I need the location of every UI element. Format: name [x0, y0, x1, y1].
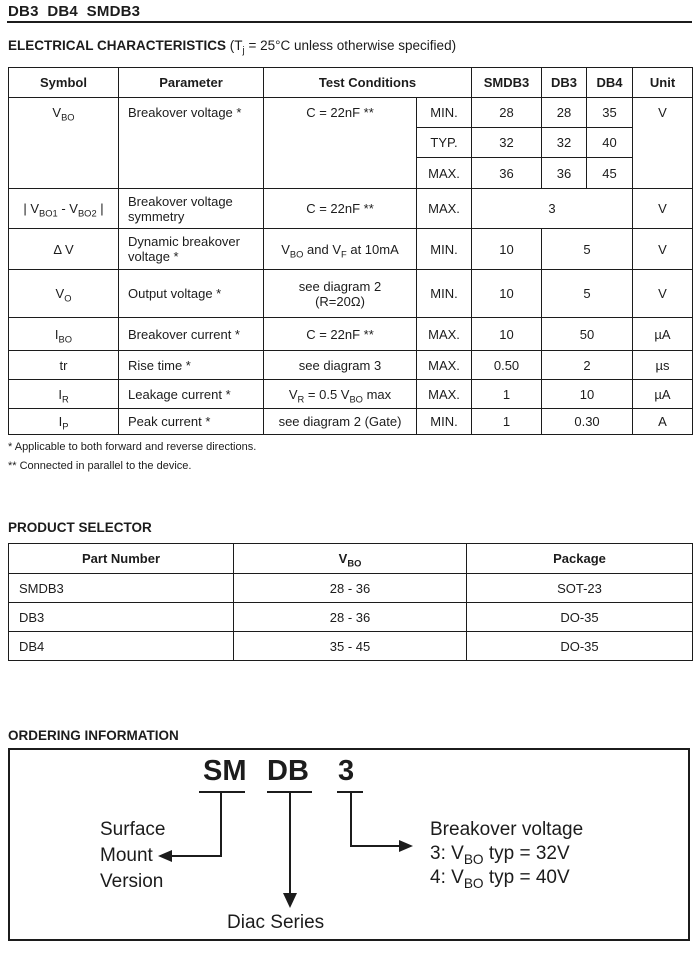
table-row-db3: [9, 603, 693, 632]
code-digit: 3: [338, 755, 355, 787]
package-cell: DO-35: [467, 632, 693, 661]
criterion-cell: MAX.: [417, 380, 472, 409]
parameter-cell: Output voltage *: [119, 270, 264, 318]
condition-cell: see diagram 3: [264, 351, 417, 380]
unit-cell: V: [633, 98, 693, 189]
symbol-cell: $V_{BO}$: [9, 98, 119, 189]
package-cell: SOT-23: [467, 574, 693, 603]
part-number-cell: SMDB3: [9, 574, 234, 603]
value-cell-db4: 35: [587, 98, 633, 128]
unit-cell: V: [633, 270, 693, 318]
value-cell-smdb3: 0.50: [472, 351, 542, 380]
parameter-cell: Leakage current *: [119, 380, 264, 409]
symbol-cell: $I_P$: [9, 409, 119, 435]
criterion-cell: TYP.: [417, 128, 472, 158]
criterion-cell: MIN.: [417, 98, 472, 128]
symbol-cell: Δ V: [9, 229, 119, 270]
symbol-cell: $V_O$: [9, 270, 119, 318]
table-row-smdb3: [9, 574, 693, 603]
unit-cell: A: [633, 409, 693, 435]
table-row-vbo-min: [9, 98, 693, 128]
parameter-cell: Rise time *: [119, 351, 264, 380]
unit-cell: µA: [633, 380, 693, 409]
electrical-characteristics-table: [8, 67, 693, 435]
vbo-range-cell: 35 - 45: [234, 632, 467, 661]
value-cell-smdb3: 10: [472, 270, 542, 318]
table-row-output-voltage: [9, 270, 693, 318]
vbo-range-cell: 28 - 36: [234, 574, 467, 603]
value-cell-smdb3: 10: [472, 229, 542, 270]
product-selector-table: [8, 543, 693, 661]
col-header-db3: DB3: [542, 68, 587, 98]
col-header-vbo: $V_{BO}$: [234, 544, 467, 574]
symbol-cell: $I_{BO}$: [9, 318, 119, 351]
parameter-cell: Peak current *: [119, 409, 264, 435]
digit-branch-vertical-line: [350, 791, 352, 847]
right-arrowhead-icon: [399, 840, 413, 852]
footnote-forward-reverse: * Applicable to both forward and reverse directions.: [8, 441, 257, 453]
parameter-cell: Dynamic breakover voltage *: [119, 229, 264, 270]
value-cell-smdb3: 28: [472, 98, 542, 128]
parameter-cell: Breakover voltage *: [119, 98, 264, 189]
col-header-part-number: Part Number: [9, 544, 234, 574]
prefix-tick-line: [199, 791, 245, 793]
value-cell-all-parts: 3: [472, 189, 633, 229]
part-number-cell: DB4: [9, 632, 234, 661]
table-row-breakover-current: [9, 318, 693, 351]
condition-cell: see diagram 2 (Gate): [264, 409, 417, 435]
condition-cell: C = 22nF **: [264, 318, 417, 351]
condition-cell: $V_{BO}$ and $V_F$ at 10mA: [264, 229, 417, 270]
value-cell-smdb3: 10: [472, 318, 542, 351]
parameter-cell: Breakover voltage symmetry: [119, 189, 264, 229]
criterion-cell: MAX.: [417, 318, 472, 351]
parameter-cell: Breakover current *: [119, 318, 264, 351]
value-cell-smdb3: 32: [472, 128, 542, 158]
footnote-parallel: ** Connected in parallel to the device.: [8, 460, 192, 472]
digit-branch-horizontal-line: [350, 845, 401, 847]
col-header-unit: Unit: [633, 68, 693, 98]
value-cell-db3: 32: [542, 128, 587, 158]
electrical-characteristics-heading-bold: ELECTRICAL CHARACTERISTICS: [8, 38, 227, 53]
value-cell-db3-db4: 5: [542, 229, 633, 270]
value-cell-db4: 45: [587, 158, 633, 189]
col-header-parameter: Parameter: [119, 68, 264, 98]
value-cell-smdb3: 1: [472, 409, 542, 435]
package-cell: DO-35: [467, 603, 693, 632]
condition-cell: C = 22nF **: [264, 189, 417, 229]
ordering-diagram: [8, 748, 690, 941]
criterion-cell: MIN.: [417, 270, 472, 318]
value-cell-db3-db4: 0.30: [542, 409, 633, 435]
part-number-cell: DB3: [9, 603, 234, 632]
unit-cell: V: [633, 189, 693, 229]
page-title: DB3 DB4 SMDB3: [8, 3, 141, 20]
col-header-db4: DB4: [587, 68, 633, 98]
symbol-cell: tr: [9, 351, 119, 380]
down-arrowhead-icon: [283, 893, 297, 908]
ordering-information-heading: ORDERING INFORMATION: [8, 728, 179, 743]
condition-cell: $V_R = 0.5$ $V_{BO}$ max: [264, 380, 417, 409]
condition-cell: C = 22nF **: [264, 98, 417, 189]
unit-cell: V: [633, 229, 693, 270]
table-row-db4: [9, 632, 693, 661]
criterion-cell: MIN.: [417, 409, 472, 435]
table-row-rise-time: [9, 351, 693, 380]
breakover-voltage-label: Breakover voltage 3: $V_{BO}$ typ = 32V 4: $V_{BO}$ typ = 40V: [430, 819, 584, 891]
code-series: DB: [267, 755, 309, 787]
code-prefix: SM: [203, 755, 247, 787]
table-row-symmetry: [9, 189, 693, 229]
col-header-package: Package: [467, 544, 693, 574]
unit-cell: µs: [633, 351, 693, 380]
unit-cell: µA: [633, 318, 693, 351]
table-row-leakage-current: [9, 380, 693, 409]
value-cell-smdb3: 36: [472, 158, 542, 189]
table-row-dynamic-breakover: [9, 229, 693, 270]
criterion-cell: MAX.: [417, 351, 472, 380]
symbol-cell: $I_R$: [9, 380, 119, 409]
criterion-cell: MAX.: [417, 189, 472, 229]
value-cell-db3-db4: 5: [542, 270, 633, 318]
selector-header-row: [9, 544, 693, 574]
col-header-smdb3: SMDB3: [472, 68, 542, 98]
value-cell-db4: 40: [587, 128, 633, 158]
value-cell-db3-db4: 2: [542, 351, 633, 380]
title-rule: [7, 21, 692, 23]
symbol-cell: | $V_{BO1} - V_{BO2}$ |: [9, 189, 119, 229]
col-header-test-conditions: Test Conditions: [264, 68, 472, 98]
series-branch-vertical-line: [289, 791, 291, 895]
prefix-branch-horizontal-line: [171, 855, 222, 857]
elec-header-row: [9, 68, 693, 98]
electrical-characteristics-heading-note: ($T_j = 25^\circ C$ unless otherwise specified): [226, 38, 457, 57]
value-cell-db3-db4: 50: [542, 318, 633, 351]
electrical-characteristics-heading: [8, 38, 457, 57]
value-cell-db3-db4: 10: [542, 380, 633, 409]
condition-cell: see diagram 2 (R=20Ω): [264, 270, 417, 318]
table-row-peak-current: [9, 409, 693, 435]
criterion-cell: MAX.: [417, 158, 472, 189]
diac-series-label: Diac Series: [227, 912, 325, 933]
value-cell-db3: 28: [542, 98, 587, 128]
prefix-branch-vertical-line: [220, 791, 222, 857]
criterion-cell: MIN.: [417, 229, 472, 270]
product-selector-heading: PRODUCT SELECTOR: [8, 520, 152, 535]
value-cell-db3: 36: [542, 158, 587, 189]
col-header-symbol: Symbol: [9, 68, 119, 98]
value-cell-smdb3: 1: [472, 380, 542, 409]
vbo-range-cell: 28 - 36: [234, 603, 467, 632]
surface-mount-version-label: Surface Mount Version: [100, 819, 166, 892]
